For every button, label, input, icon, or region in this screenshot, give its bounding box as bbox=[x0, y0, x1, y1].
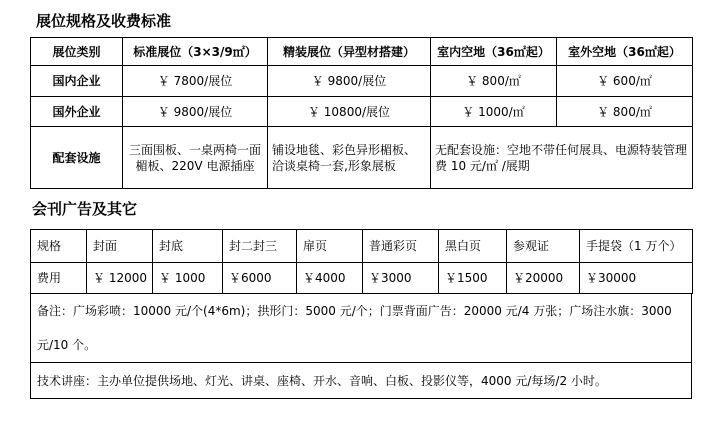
price-cell: ￥ 1000/㎡ bbox=[431, 97, 557, 127]
price-cell: ￥ 10800/展位 bbox=[268, 97, 431, 127]
booth-header-row bbox=[31, 38, 693, 66]
booth-price-table bbox=[30, 37, 693, 189]
facilities-deluxe: 铺设地毯、彩色异形楣板、洽谈桌椅一套,形象展板 bbox=[268, 127, 431, 189]
ad-header-row bbox=[31, 230, 693, 263]
price-cell: ￥ 9800/展位 bbox=[268, 66, 431, 97]
facilities-space: 无配套设施：空地不带任何展具、电源特装管理费 10 元/㎡ /展期 bbox=[431, 127, 693, 189]
header-cell: 精装展位（异型材搭建） bbox=[268, 38, 431, 66]
ad-price-row bbox=[31, 263, 693, 294]
price-cell: ￥3000 bbox=[363, 263, 439, 294]
section-title-booth: 展位规格及收费标准 bbox=[36, 12, 172, 30]
notes-table bbox=[30, 293, 692, 399]
header-cell: 扉页 bbox=[297, 230, 363, 263]
price-cell: ￥1500 bbox=[439, 263, 507, 294]
price-cell: ￥ 9800/展位 bbox=[123, 97, 268, 127]
price-cell: ￥ 7800/展位 bbox=[123, 66, 268, 97]
lecture-cell: 技术讲座：主办单位提供场地、灯光、讲桌、座椅、开水、音响、白板、投影仪等，4000 元/每场/2 小时。 bbox=[31, 363, 692, 399]
row-label: 国外企业 bbox=[31, 97, 123, 127]
header-cell: 室内空地（36㎡起） bbox=[431, 38, 557, 66]
price-cell: ￥ 12000 bbox=[87, 263, 153, 294]
header-cell: 规格 bbox=[31, 230, 87, 263]
price-cell: ￥ 1000 bbox=[153, 263, 223, 294]
row-label: 配套设施 bbox=[31, 127, 123, 189]
price-cell: ￥4000 bbox=[297, 263, 363, 294]
header-cell: 标准展位（3×3/9㎡） bbox=[123, 38, 268, 66]
price-cell: ￥30000 bbox=[580, 263, 693, 294]
header-cell: 黑白页 bbox=[439, 230, 507, 263]
row-label: 国内企业 bbox=[31, 66, 123, 97]
price-cell: 费用 bbox=[31, 263, 87, 294]
price-cell: ￥6000 bbox=[223, 263, 297, 294]
header-cell: 普通彩页 bbox=[363, 230, 439, 263]
price-cell: ￥ 800/㎡ bbox=[431, 66, 557, 97]
price-cell: ￥ 600/㎡ bbox=[557, 66, 693, 97]
price-cell: ￥ 800/㎡ bbox=[557, 97, 693, 127]
facilities-row bbox=[31, 127, 693, 189]
ad-price-table bbox=[30, 229, 693, 294]
lecture-row bbox=[31, 363, 692, 399]
header-cell: 室外空地（36㎡起） bbox=[557, 38, 693, 66]
price-cell: ￥20000 bbox=[507, 263, 580, 294]
header-cell: 封面 bbox=[87, 230, 153, 263]
table-row bbox=[31, 66, 693, 97]
section-title-ads: 会刊广告及其它 bbox=[32, 200, 138, 218]
header-cell: 展位类别 bbox=[31, 38, 123, 66]
header-cell: 手提袋（1 万个） bbox=[580, 230, 693, 263]
header-cell: 参观证 bbox=[507, 230, 580, 263]
notes-cell: 备注：广场彩喷：10000 元/个(4*6m)；拱形门：5000 元/个；门票背面广告：20000 元/4 万张；广场注水旗：3000 元/10 个。 bbox=[31, 294, 692, 363]
header-cell: 封底 bbox=[153, 230, 223, 263]
notes-row bbox=[31, 294, 692, 363]
facilities-standard: 三面围板、一桌两椅一面楣板、220V 电源插座 bbox=[123, 127, 268, 189]
header-cell: 封二封三 bbox=[223, 230, 297, 263]
table-row bbox=[31, 97, 693, 127]
